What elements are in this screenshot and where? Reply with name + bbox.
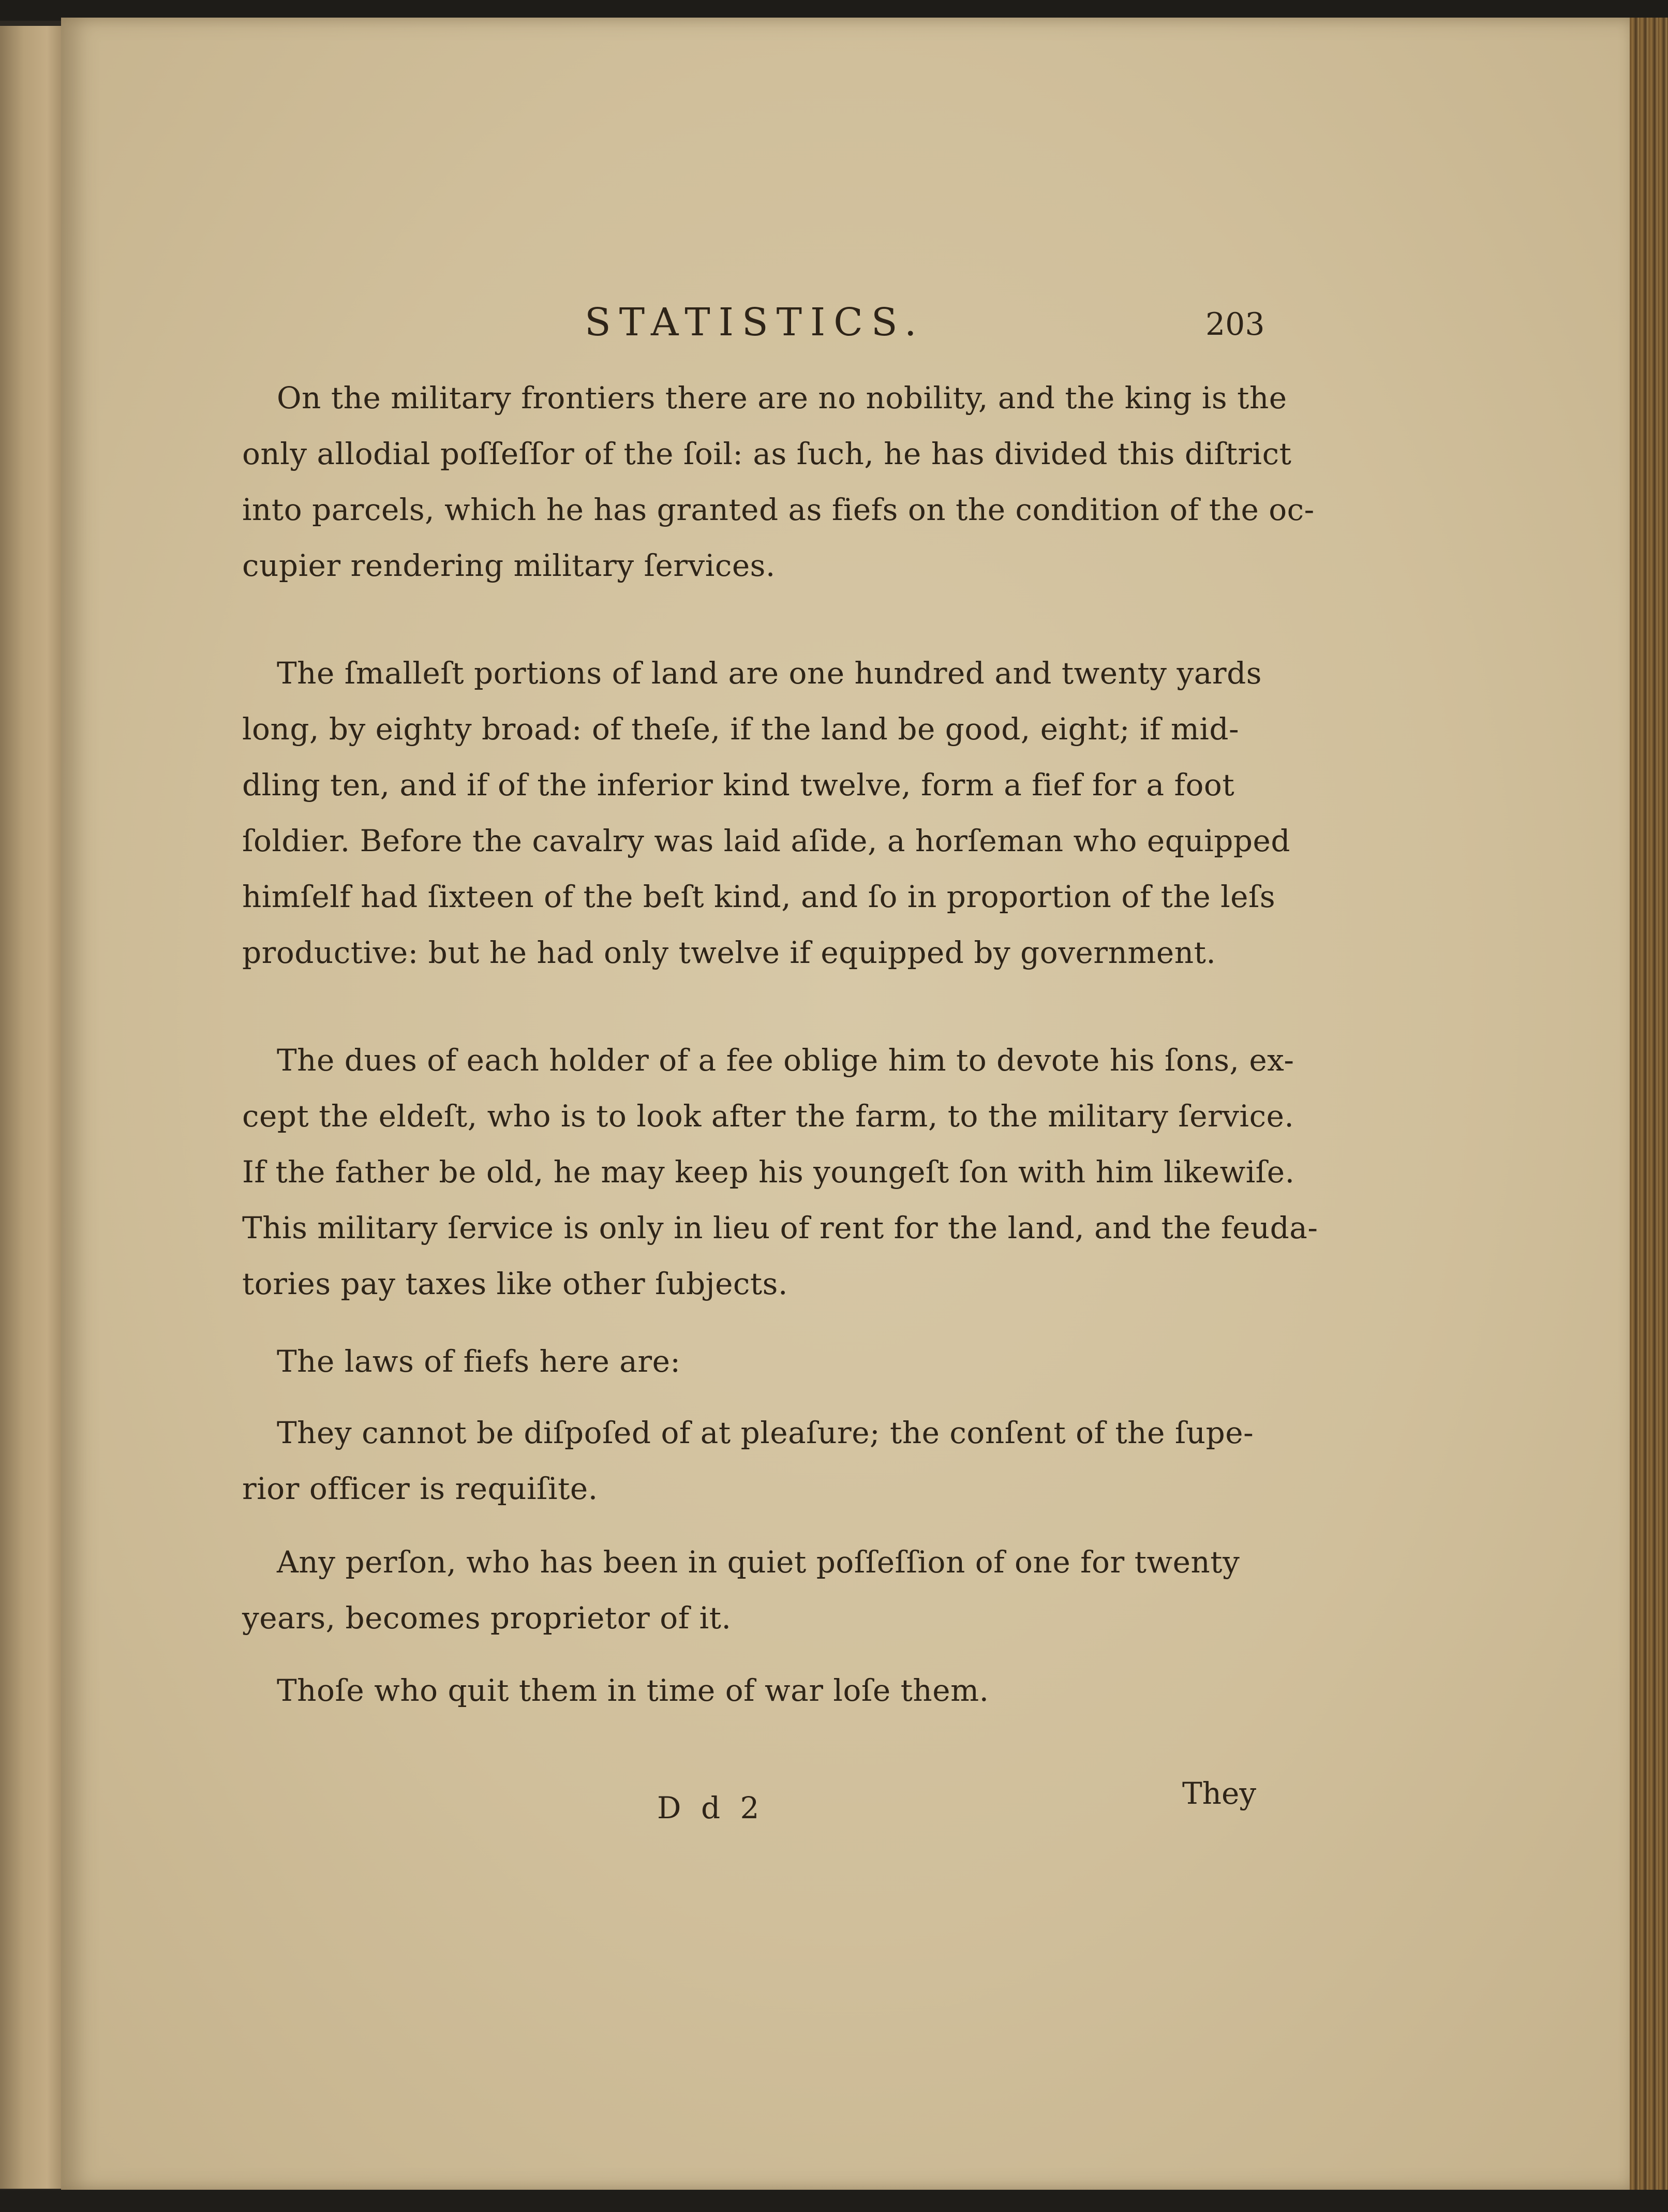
paragraph-4-line-1: The laws of fiefs here are:: [277, 1344, 681, 1379]
paragraph-6-line-1: Any perſon, who has been in quiet poſſeſſion of one for twenty: [277, 1545, 1240, 1580]
page-number: 203: [1205, 306, 1265, 343]
paragraph-3-line-2: cept the eldeſt, who is to look after the farm, to the military ſervice.: [242, 1098, 1294, 1134]
paragraph-2-line-3: dling ten, and if of the inferior kind twelve, form a fief for a foot: [242, 767, 1235, 803]
paragraph-2-line-2: long, by eighty broad: of theſe, if the land be good, eight; if mid-: [242, 711, 1240, 747]
paragraph-6-line-2: years, becomes proprietor of it.: [242, 1600, 732, 1636]
scan-bottom-edge: [0, 2190, 1668, 2212]
paragraph-3-line-5: tories pay taxes like other ſubjects.: [242, 1266, 788, 1301]
book-fore-edge: [1630, 18, 1668, 2191]
signature-mark: D d 2: [657, 1790, 765, 1825]
paragraph-3-line-4: This military ſervice is only in lieu of rent for the land, and the feuda-: [242, 1210, 1318, 1245]
paragraph-3-line-1: The dues of each holder of a fee oblige him to devote his ſons, ex-: [277, 1043, 1294, 1078]
running-title: STATISTICS.: [585, 300, 925, 345]
paragraph-2-line-1: The ſmalleſt portions of land are one hundred and twenty yards: [277, 656, 1262, 691]
paragraph-2-line-5: himſelf had ſixteen of the beſt kind, and ſo in proportion of the leſs: [242, 879, 1276, 914]
paragraph-1-line-1: On the military frontiers there are no nobility, and the king is the: [277, 380, 1287, 415]
paragraph-1-line-2: only allodial poſſeſſor of the ſoil: as ſuch, he has divided this diſtrict: [242, 436, 1292, 471]
paragraph-5-line-1: They cannot be diſpoſed of at pleaſure; the conſent of the ſupe-: [277, 1415, 1254, 1450]
catchword: They: [1182, 1776, 1257, 1811]
paragraph-3-line-3: If the father be old, he may keep his youngeſt ſon with him likewiſe.: [242, 1154, 1295, 1190]
paragraph-1-line-3: into parcels, which he has granted as fiefs on the condition of the oc-: [242, 492, 1315, 527]
paragraph-5-line-2: rior officer is requiſite.: [242, 1471, 598, 1506]
paragraph-2-line-4: ſoldier. Before the cavalry was laid aſide, a horſeman who equipped: [242, 823, 1290, 858]
paragraph-1-line-4: cupier rendering military ſervices.: [242, 548, 776, 583]
paragraph-2-line-6: productive: but he had only twelve if equipped by government.: [242, 935, 1216, 970]
paragraph-7-line-1: Thoſe who quit them in time of war loſe them.: [277, 1673, 989, 1708]
facing-page-edge: [0, 26, 67, 2189]
